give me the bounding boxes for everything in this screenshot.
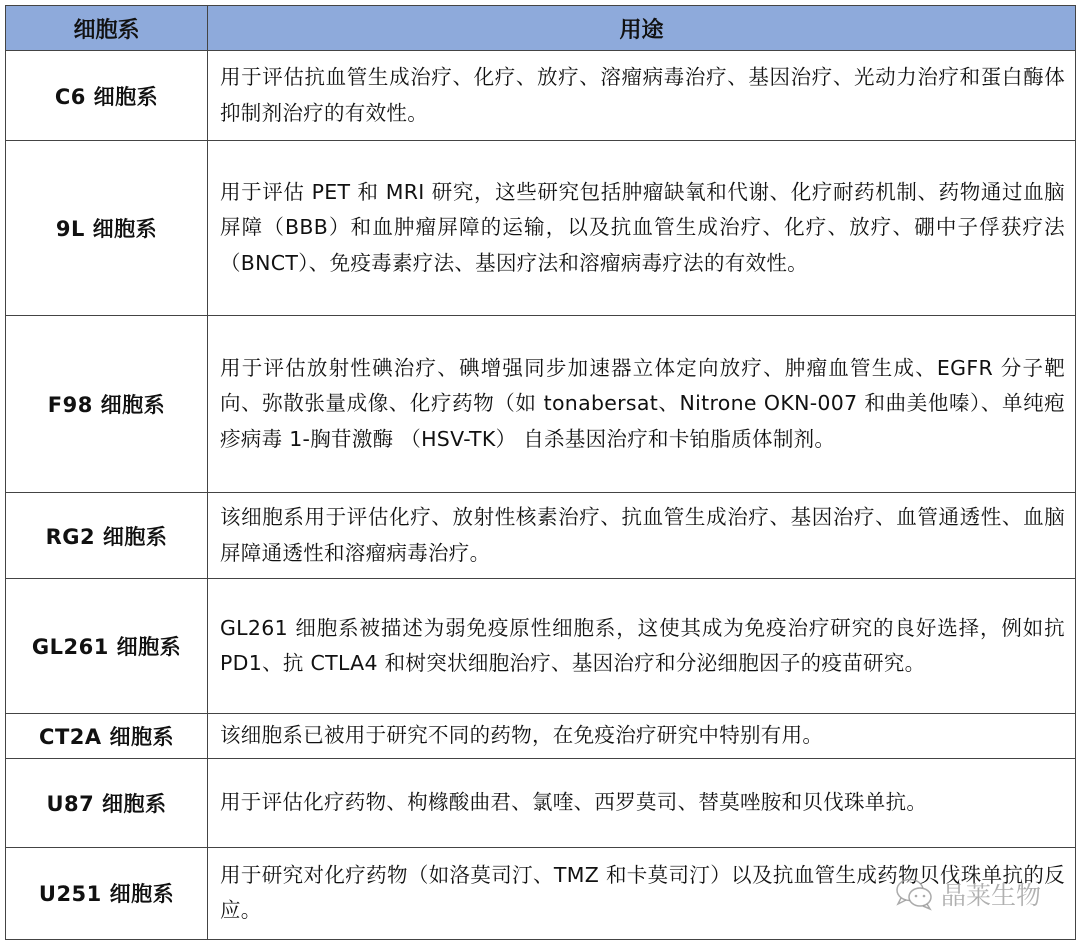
cell-line-usage: 用于研究对化疗药物（如洛莫司汀、TMZ 和卡莫司汀）以及抗血管生成药物贝伐珠单抗的反应。 [208, 847, 1076, 939]
cell-line-name: 9L 细胞系 [6, 141, 208, 316]
cell-line-usage: 用于评估化疗药物、枸橼酸曲君、氯喹、西罗莫司、替莫唑胺和贝伐珠单抗。 [208, 758, 1076, 847]
cell-line-name: GL261 细胞系 [6, 579, 208, 714]
cell-line-name: CT2A 细胞系 [6, 714, 208, 759]
table-row [6, 758, 1076, 847]
cell-line-usage: 用于评估抗血管生成治疗、化疗、放疗、溶瘤病毒治疗、基因治疗、光动力治疗和蛋白酶体抑制剂治疗的有效性。 [208, 51, 1076, 141]
table-row [6, 714, 1076, 759]
table-row [6, 493, 1076, 579]
cell-line-usage: 用于评估放射性碘治疗、碘增强同步加速器立体定向放疗、肿瘤血管生成、EGFR 分子靶向、弥散张量成像、化疗药物（如 tonabersat、Nitrone OKN-007 和曲美他嗪）、单纯疱疹病毒 1-胸苷激酶 （HSV-TK） 自杀基因治疗和卡铂脂质体制剂。 [208, 316, 1076, 493]
table-row [6, 316, 1076, 493]
cell-line-name: U251 细胞系 [6, 847, 208, 939]
cell-line-usage: 该细胞系用于评估化疗、放射性核素治疗、抗血管生成治疗、基因治疗、血管通透性、血脑屏障通透性和溶瘤病毒治疗。 [208, 493, 1076, 579]
table-header-row [6, 6, 1076, 51]
table-row [6, 51, 1076, 141]
column-header-usage: 用途 [208, 6, 1076, 51]
cell-line-table [5, 5, 1076, 940]
cell-line-usage: 该细胞系已被用于研究不同的药物，在免疫治疗研究中特别有用。 [208, 714, 1076, 759]
cell-line-name: U87 细胞系 [6, 758, 208, 847]
table-row [6, 579, 1076, 714]
table-row [6, 847, 1076, 939]
cell-line-name: F98 细胞系 [6, 316, 208, 493]
cell-line-name: C6 细胞系 [6, 51, 208, 141]
cell-line-usage: 用于评估 PET 和 MRI 研究，这些研究包括肿瘤缺氧和代谢、化疗耐药机制、药物通过血脑屏障（BBB）和血肿瘤屏障的运输，以及抗血管生成治疗、化疗、放疗、硼中子俘获疗法（BNCT）、免疫毒素疗法、基因疗法和溶瘤病毒疗法的有效性。 [208, 141, 1076, 316]
column-header-cell-line: 细胞系 [6, 6, 208, 51]
cell-line-usage: GL261 细胞系被描述为弱免疫原性细胞系，这使其成为免疫治疗研究的良好选择，例如抗 PD1、抗 CTLA4 和树突状细胞治疗、基因治疗和分泌细胞因子的疫苗研究。 [208, 579, 1076, 714]
cell-line-name: RG2 细胞系 [6, 493, 208, 579]
watermark-text: 晶莱生物 [941, 881, 1042, 910]
table-row [6, 141, 1076, 316]
